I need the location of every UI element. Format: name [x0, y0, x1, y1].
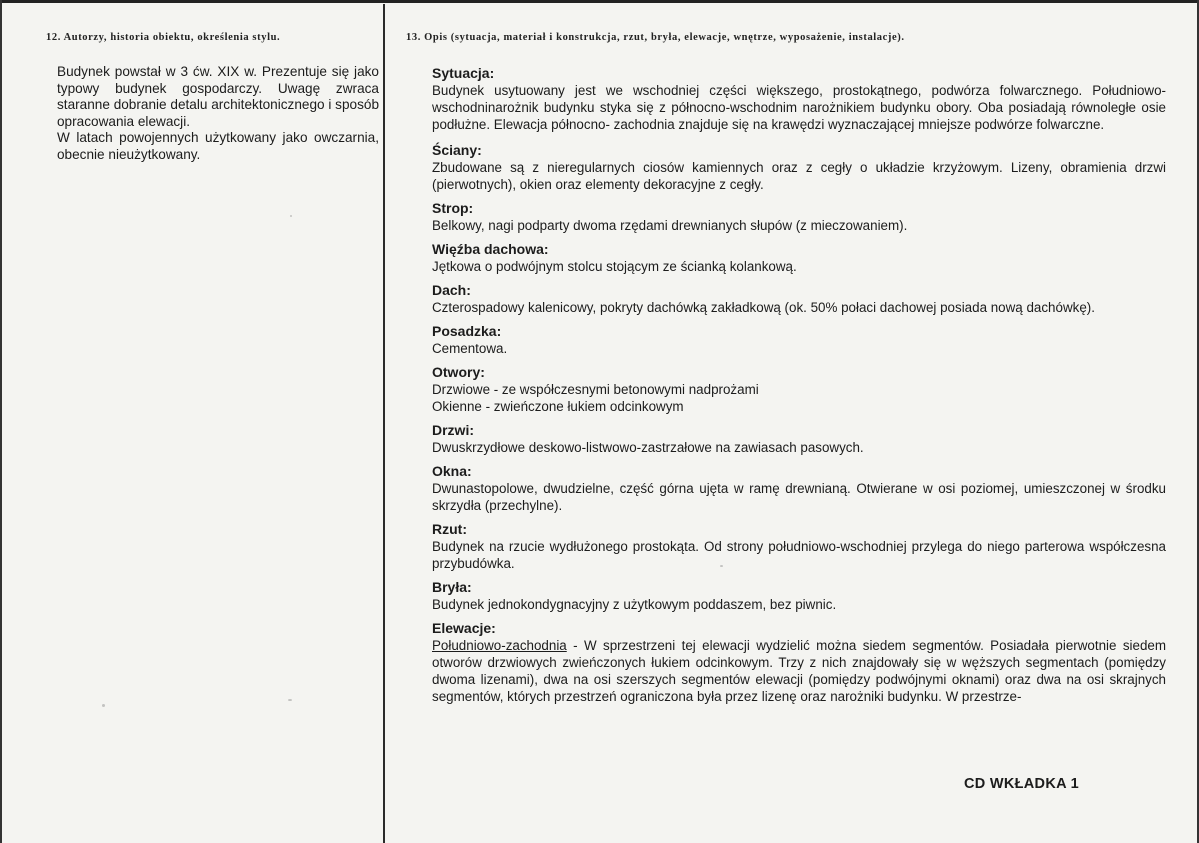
block-title: Dach:: [432, 282, 471, 298]
block-title: Strop:: [432, 200, 474, 216]
block-title: Ściany:: [432, 142, 482, 158]
block-text: Dwuskrzydłowe deskowo-listwowo-zastrzałowe na zawiasach pasowych.: [432, 440, 864, 455]
block-text: Budynek usytuowany jest we wschodniej części większego, prostokątnego, podwórza folwarcznego. Południowo-wschodninarożnik budynku styka się z północno-wschodnim narożnikiem budynku obory. Oba posiadają równoległe osie podłużne. Elewacja północno- zachodnia znajduje się na krawędzi wyznaczającej mniejsze podwórze folwarczne.: [432, 83, 1166, 132]
block-title: Sytuacja:: [432, 65, 495, 81]
block-text: Czterospadowy kalenicowy, pokryty dachówką zakładkową (ok. 50% połaci dachowej posiada nową dachówkę).: [432, 300, 1095, 315]
paper-speck: [288, 699, 292, 701]
elevation-name: Południowo-zachodnia: [432, 638, 567, 653]
block-title: Więźba dachowa:: [432, 241, 549, 257]
block-posadzka: [432, 322, 1166, 357]
block-text-line2: Okienne - zwieńczone łukiem odcinkowym: [432, 399, 684, 414]
block-text: [432, 637, 1166, 705]
usage-paragraph: W latach powojennych użytkowany jako owczarnia, obecnie nieużytkowany.: [57, 130, 379, 162]
block-dach: [432, 281, 1166, 316]
section-12-header: 12. Autorzy, historia obiektu, określenia stylu.: [46, 32, 281, 43]
history-paragraph: Budynek powstał w 3 ćw. XIX w. Prezentuje się jako typowy budynek gospodarczy. Uwagę zwraca staranne dobranie detalu architektonicznego i sposób opracowania elewacji.: [57, 64, 379, 129]
paper-speck: [102, 704, 105, 707]
block-sciany: [432, 141, 1166, 193]
block-text: Budynek na rzucie wydłużonego prostokąta. Od strony południowo-wschodniej przylega do niego parterowa współczesna przybudówka.: [432, 539, 1166, 571]
block-text: Budynek jednokondygnacyjny z użytkowym poddaszem, bez piwnic.: [432, 597, 837, 612]
block-elewacje: [432, 619, 1166, 705]
block-title: Otwory:: [432, 364, 485, 380]
paper-speck: [290, 215, 292, 217]
section-12-body: [57, 64, 379, 164]
elevation-description: - W sprzestrzeni tej elewacji wydzielić można siedem segmentów. Posiadała pierwotnie siedem otworów drzwiowych zwieńczonych łukiem odcinkowym. Trzy z nich znajdowały się w węższych segmentach (pomiędzy dwoma lizenami), dwa na osi szerszych segmentów elewacji (pomiędzy podwójnymi oknami) oraz dwa na osi skrajnych segmentów, których przestrzeń ograniczona była przez lizenę oraz narożniki budynku. W przestrze-: [432, 638, 1166, 704]
block-otwory: [432, 363, 1166, 415]
block-strop: [432, 199, 1166, 234]
block-text: Cementowa.: [432, 341, 508, 356]
block-title: Bryła:: [432, 579, 472, 595]
block-text-line1: Drzwiowe - ze współczesnymi betonowymi nadprożami: [432, 382, 759, 397]
block-title: Okna:: [432, 463, 472, 479]
section-13-body: [432, 64, 1166, 711]
block-wiezba: [432, 240, 1166, 275]
section-13-header: 13. Opis (sytuacja, materiał i konstrukcja, rzut, bryła, elewacje, wnętrze, wyposażenie, instalacje).: [406, 32, 905, 43]
block-rzut: [432, 520, 1166, 572]
block-drzwi: [432, 421, 1166, 456]
insert-label: CD WKŁADKA 1: [964, 776, 1080, 792]
block-title: Posadzka:: [432, 323, 502, 339]
block-okna: [432, 462, 1166, 514]
block-text: Jętkowa o podwójnym stolcu stojącym ze ścianką kolankową.: [432, 259, 797, 274]
block-text: Zbudowane są z nieregularnych ciosów kamiennych oraz z cegły o układzie krzyżowym. Lizeny, obramienia drzwi (pierwotnych), okien oraz elementy dekoracyjne z cegły.: [432, 160, 1166, 192]
block-sytuacja: [432, 64, 1166, 133]
block-text: Dwunastopolowe, dwudzielne, część górna ujęta w ramę drewnianą. Otwierane w osi poziomej, umieszczonej w środku skrzydła (przechylne).: [432, 481, 1166, 513]
block-bryla: [432, 578, 1166, 613]
block-title: Elewacje:: [432, 620, 496, 636]
column-divider: [383, 4, 385, 843]
block-title: Rzut:: [432, 521, 467, 537]
left-border: [0, 0, 2, 843]
block-text: Belkowy, nagi podparty dwoma rzędami drewnianych słupów (z mieczowaniem).: [432, 218, 908, 233]
paper-speck: [720, 565, 723, 567]
top-border: [0, 0, 1199, 3]
block-title: Drzwi:: [432, 422, 474, 438]
